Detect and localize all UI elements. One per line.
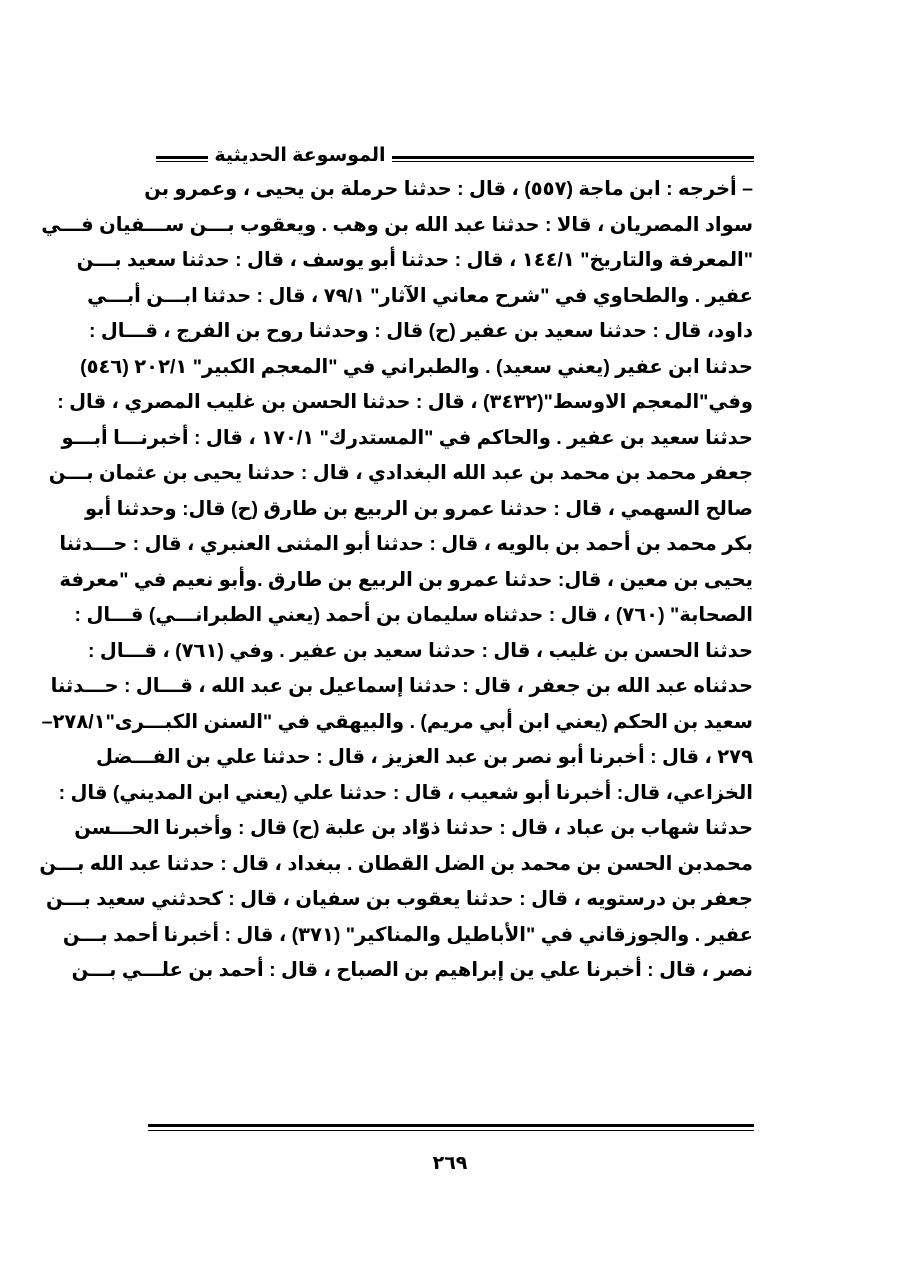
text-line: عفير . والطحاوي في "شرح معاني الآثار" ٧٩/١ ، قال : حدثنا ابـــن أبـــي xyxy=(87,284,753,307)
text-line: يحيى بن معين ، قال: حدثنا عمرو بن الربيع بن طارق .وأبو نعيم في "معرفة xyxy=(59,568,753,591)
text-line: حدثناه عبد الله بن جعفر ، قال : حدثنا إسماعيل بن عبد الله ، قـــال : حـــدثنا xyxy=(50,675,753,697)
text-line: وفي"المعجم الاوسط"(٣٤٣٢) ، قال : حدثنا الحسن بن غليب المصري ، قال : xyxy=(57,391,753,413)
text-line: حدثنا شهاب بن عباد ، قال : حدثنا ذوّاد بن علبة (ح) قال : وأخبرنا الحـــسن xyxy=(74,817,753,839)
header-rule-long xyxy=(392,156,754,162)
text-line: جعفر محمد بن محمد بن عبد الله البغدادي ، قال : حدثنا يحيى بن عثمان بـــن xyxy=(48,462,753,484)
body-text xyxy=(39,172,753,989)
text-line: جعفر بن درستويه ، قال : حدثنا يعقوب بن سفيان ، قال : كحدثني سعيد بـــن xyxy=(46,888,753,910)
text-line: سعيد بن الحكم (يعني ابن أبي مريم) . والبيهقي في "السنن الكبـــرى"٢٧٨/١– xyxy=(41,710,753,733)
header-title: الموسوعة الحديثية xyxy=(214,145,386,166)
text-line: حدثنا الحسن بن غليب ، قال : حدثنا سعيد بن عفير . وفي (٧٦١) ، قـــال : xyxy=(87,639,753,662)
page-number: ٢٦٩ xyxy=(432,1153,468,1174)
text-line: محمدبن الحسن بن محمد بن الضل القطان . ببغداد ، قال : حدثنا عبد الله بـــن xyxy=(39,852,753,875)
footer-rule xyxy=(148,1124,754,1131)
text-line: – أخرجه : ابن ماجة (٥٥٧) ، قال : حدثنا حرملة بن يحيى ، وعمرو بن xyxy=(144,178,753,200)
text-line: سواد المصريان ، قالا : حدثنا عبد الله بن وهب . ويعقوب بـــن ســـفيان فـــي xyxy=(41,213,753,236)
text-line: نصر ، قال : أخبرنا علي ين إبراهيم بن الصباح ، قال : أحمد بن علـــي بـــن xyxy=(71,959,753,981)
text-line: عفير . والجوزقاني في "الأباطيل والمناكير" (٣٧١) ، قال : أخبرنا أحمد بـــن xyxy=(62,923,753,946)
text-line: ٢٧٩ ، قال : أخبرنا أبو نصر بن عبد العزيز ، قال : حدثنا علي بن الفـــضل xyxy=(95,746,753,768)
text-line: الصحابة" (٧٦٠) ، قال : حدثناه سليمان بن أحمد (يعني الطبرانـــي) قـــال : xyxy=(74,604,753,626)
text-line: "المعرفة والتاريخ" ١٤٤/١ ، قال : حدثنا أبو يوسف ، قال : حدثنا سعيد بـــن xyxy=(76,249,753,271)
text-line: صالح السهمي ، قال : حدثنا عمرو بن الربيع بن طارق (ح) قال: وحدثنا أبو xyxy=(84,497,753,520)
text-line: حدثنا ابن عفير (يعني سعيد) . والطبراني في "المعجم الكبير" ٢٠٢/١ (٥٤٦) xyxy=(80,355,753,378)
running-header xyxy=(148,146,754,170)
text-line: بكر محمد بن أحمد بن بالويه ، قال : حدثنا أبو المثنى العنبري ، قال : حـــدثنا xyxy=(59,533,753,555)
text-line: حدثنا سعيد بن عفير . والحاكم في "المستدرك" ١٧٠/١ ، قال : أخبرنـــا أبـــو xyxy=(61,426,753,449)
text-line: الخزاعي، قال: أخبرنا أبو شعيب ، قال : حدثنا علي (يعني ابن المديني) قال : xyxy=(58,781,753,804)
header-rule-short xyxy=(156,156,208,162)
text-line: داود، قال : حدثنا سعيد بن عفير (ح) قال : وحدثنا روح بن الفرج ، قـــال : xyxy=(88,320,753,342)
